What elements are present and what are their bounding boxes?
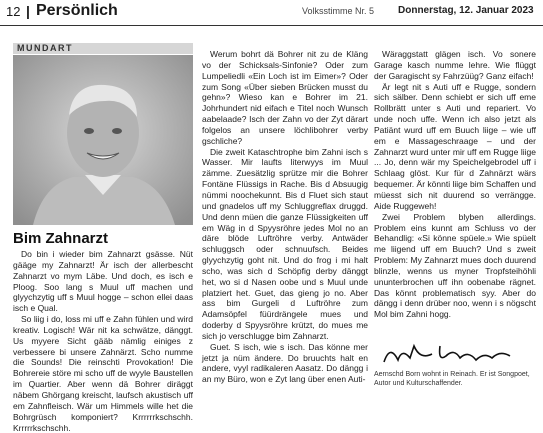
paragraph: Är legt nit s Auti uff e Rugge, sondern sich sälber. Denn schiebt er sich uff eme Rollbrätt unter s Auti und repariert. Vo unde noch uffe. Wenn ich also jetzt als Patiänt wurd uff em Buuch liige – wie uff em e Massageschraage – und der Zahnarzt wurd unter mir uff em Rugge liige ... Jo, denn wär my Speichelgebrodel uff i Schlaag glöst. Kur für d Zahnärzt wärs bequemer. Är könnti liige bim Schaffen und müesst sich nit duurend so verrängge. Aide Ruggeweh!	[374, 81, 536, 211]
page-header	[0, 0, 543, 26]
paragraph: Zwei Problem blyben allerdings. Problem eins kunnt am Schluss vo der Behandlig: «Si könne spüele.» Wie spüelt me liigend uff em Buuch? Und s zweit Problem: My Zahnarzt mues doch duurend blinzle, wenns us myner Tropfsteihöhli ununterbrochen uff ihn oobenabe rägnet. Das könnt problematisch syy. Aber do dängg i denn drüber noo, wenn i s nögscht Mol bim Zahni hogg.	[374, 211, 536, 320]
author-note: Aernschd Born wohnt in Reinach. Er ist Songpoet, Autor und Kulturschaffender.	[374, 371, 530, 387]
text-column-2	[202, 49, 368, 385]
paragraph: Do bin i wieder bim Zahnarzt gsässe. Nüt gääge my Zahnarzt! Är isch der allerbescht Zahnarzt vo mym Läbe. Und doch, es isch e Ploog. Soo lang s Muul uff machen und glyychzytig uff s Muul hogge – schon ellei daas isch e Qual.	[13, 249, 193, 314]
paragraph: Wäraggstatt glägen isch. Vo sonere Garage kasch numme lehre. Wie flüggt der Garagischt sy Fahrzüüg? Ganz eifach!	[374, 49, 536, 81]
page-number: 12	[6, 4, 21, 19]
text-column-3	[374, 49, 536, 320]
publication-date: Donnerstag, 12. Januar 2023	[398, 5, 534, 16]
paragraph: So liig i do, loss mi uff e Zahn fühlen und wird kreativ. Logisch! Wär nit ka schwätze, dänggt. Us myyere Sicht gääb nämlig einiges z verbessere bi unsere Zahnärzt. Scho numme die Sounds! Die reinschti Provokation! Die Bohrereie störe mi scho uff de wyyle Baustellen im Quartier. Aber wenn dä Bohrer diräggt näbem Ghörgang kreischt, laufsch akustisch uff em Zahnfleisch. Wär um Himmels wille het die Bohrgrüsch komponiert? Krrrrrrkschschh. Krrrrrkschschh.	[13, 314, 193, 433]
column-kicker: MUNDART	[13, 43, 193, 54]
author-photo	[13, 55, 193, 225]
article-headline: Bim Zahnarzt	[13, 230, 109, 247]
paragraph: Die zweit Kataschtrophe bim Zahni isch s Wasser. Mir laufts literwyys im Muul zämme. Zuesätzlig sprütze mir die Bohrer Fontäne Flüssigs in Rache. Bis d Absuugig nümmi noochekunnt. Bis d Fluet sich staut und gnadelos uff my Schluggreflax druggd. Und denn müen die ganze Flüssigkeiten uff em Wäg in d Spyysröhre jedes Mol no an däre blöde Luftröhre verby. Antwäder schluggsch oder schnuufsch. Beides glyychzytig goht nit. Und do frog i mi halt scho, was sich d Schöpfig derby dänggt het, wo si d Nasen oobe und s Muul unde platziert het. Guet, das gieng jo no. Aber ass bim Gurgeli d Luftröhre zum Adamsöpfel füürdrängele mues und doderby d Spyysröhre krützt, do mues me sich jo verschlugge bim Zahnarzt.	[202, 146, 368, 341]
header-separator: |	[26, 3, 30, 19]
author-signature	[380, 340, 520, 368]
paragraph: Werum bohrt dä Bohrer nit zu de Kläng vo der Schicksals-Sinfonie? Oder zum Lumpeliedli «Ein Loch ist im Eimer»? Oder zum Song «Über sieben Brücken musst du gehn»? Wieso kan e Bohrer im 21. Johrhundert nid eifach e Titel noch Wunsch aabelaade? Isch der Zahn vo der Zyt därart folgelos an unsere löchlibohrer verby gschliche?	[202, 49, 368, 146]
section-title: Persönlich	[36, 2, 118, 19]
text-column-1	[13, 249, 193, 433]
newspaper-issue: Volksstimme Nr. 5	[302, 6, 375, 16]
paragraph: Guet. S isch, wie s isch. Das könne mer jetzt ja nüm ändere. Do bruuchts halt en andere, vyyl radikaleren Aasatz. Do dängg i an my Büro, won e Zyt lang über enen Auti-	[202, 341, 368, 385]
